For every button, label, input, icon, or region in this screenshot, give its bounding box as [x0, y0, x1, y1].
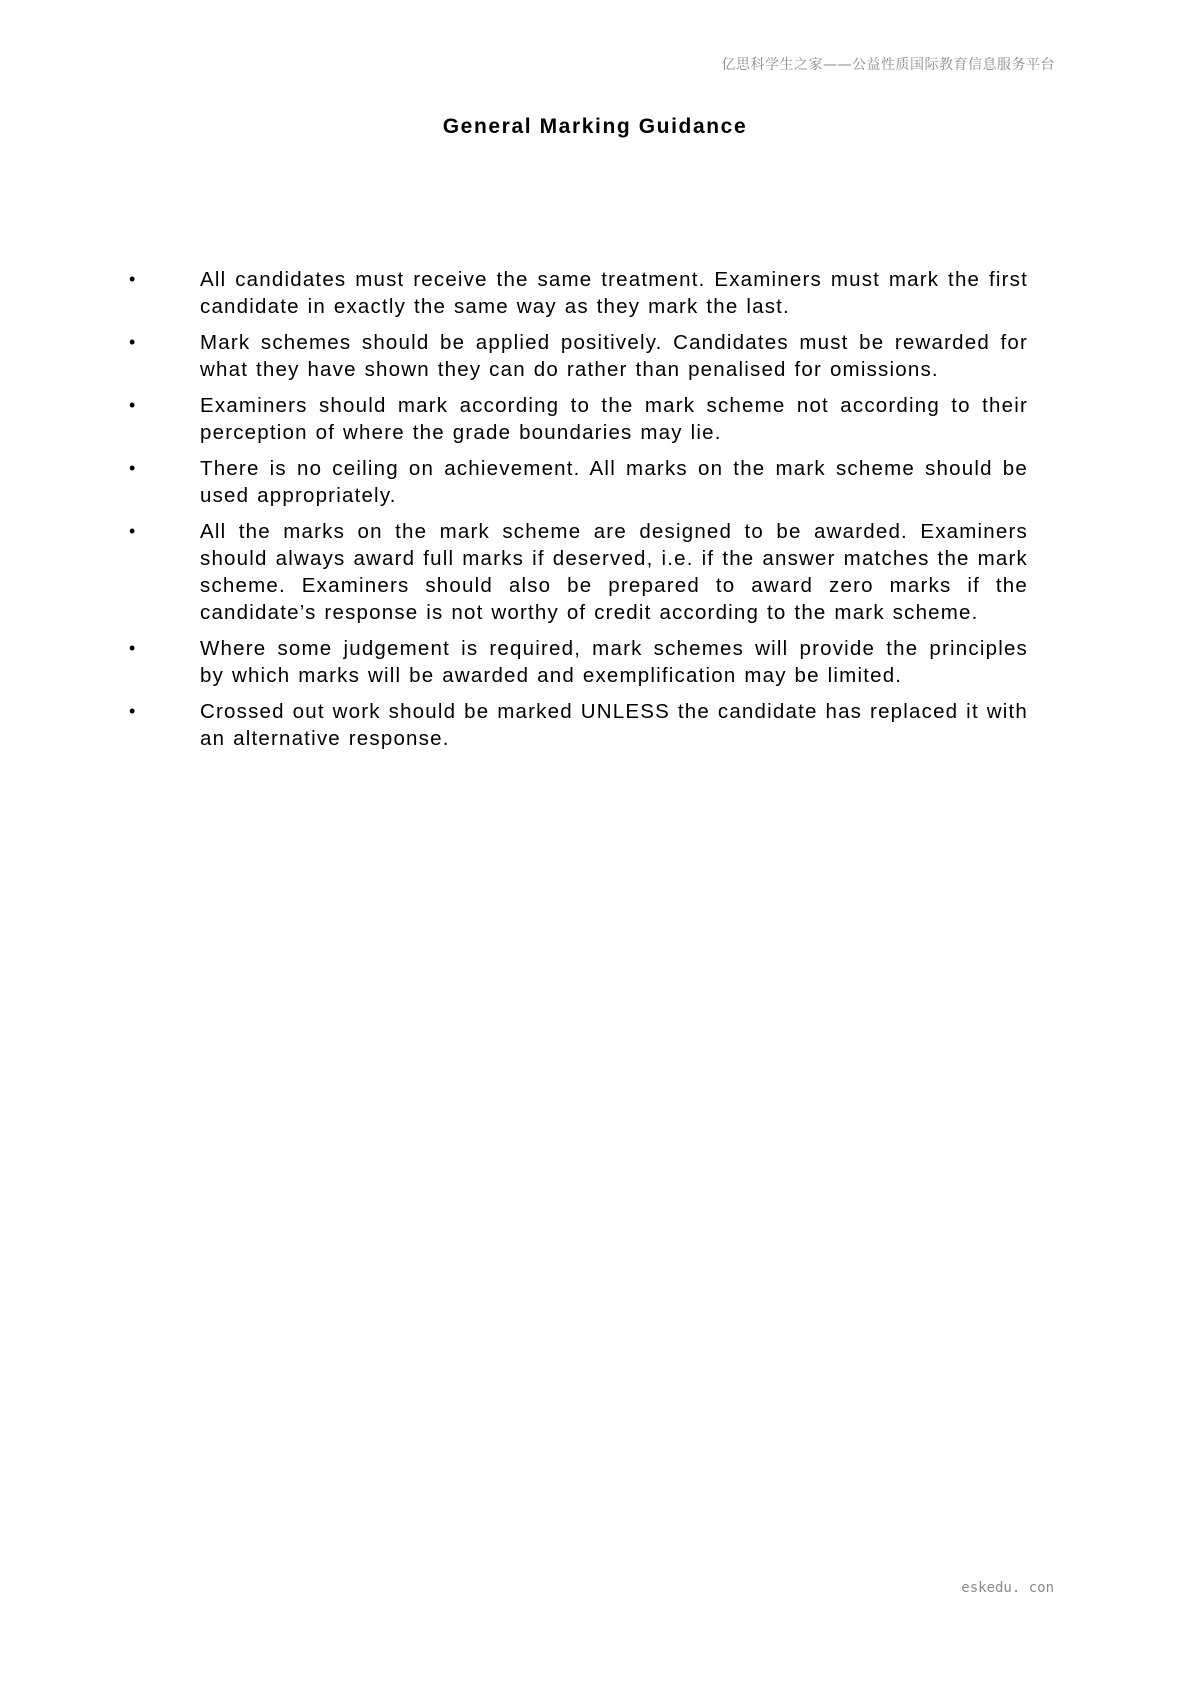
bullet-icon: •: [129, 395, 137, 415]
bullet-icon: •: [129, 701, 137, 721]
guidance-item-text: Mark schemes should be applied positively. Candidates must be rewarded for what they have shown they can do rather than penalised for omissions.: [200, 331, 1028, 381]
guidance-item: [125, 392, 1028, 446]
guidance-item-text: Examiners should mark according to the mark scheme not according to their perception of where the grade boundaries may lie.: [200, 394, 1028, 444]
page-title: General Marking Guidance: [442, 115, 748, 138]
guidance-item-text: There is no ceiling on achievement. All marks on the mark scheme should be used appropriately.: [200, 457, 1028, 507]
guidance-item: [125, 518, 1028, 626]
footer-watermark: eskedu. con: [961, 1580, 1054, 1596]
guidance-item: [125, 329, 1028, 383]
guidance-item: [125, 635, 1028, 689]
bullet-icon: •: [129, 458, 137, 478]
guidance-item-text: Crossed out work should be marked UNLESS the candidate has replaced it with an alternative response.: [200, 700, 1028, 750]
guidance-item-text: Where some judgement is required, mark schemes will provide the principles by which marks will be awarded and exemplification may be limited.: [200, 637, 1028, 687]
guidance-item-text: All the marks on the mark scheme are designed to be awarded. Examiners should always award full marks if deserved, i.e. if the answer matches the mark scheme. Examiners should also be prepared to award zero marks if the candidate’s response is not worthy of credit according to the mark scheme.: [200, 520, 1028, 624]
guidance-item: [125, 698, 1028, 752]
bullet-icon: •: [129, 638, 137, 658]
guidance-item-text: All candidates must receive the same treatment. Examiners must mark the first candidate in exactly the same way as they mark the last.: [200, 268, 1028, 318]
guidance-list: [125, 266, 1028, 761]
bullet-icon: •: [129, 332, 137, 352]
guidance-item: [125, 455, 1028, 509]
guidance-item: [125, 266, 1028, 320]
bullet-icon: •: [129, 269, 137, 289]
bullet-icon: •: [129, 521, 137, 541]
header-watermark: 亿思科学生之家——公益性质国际教育信息服务平台: [721, 57, 1055, 73]
